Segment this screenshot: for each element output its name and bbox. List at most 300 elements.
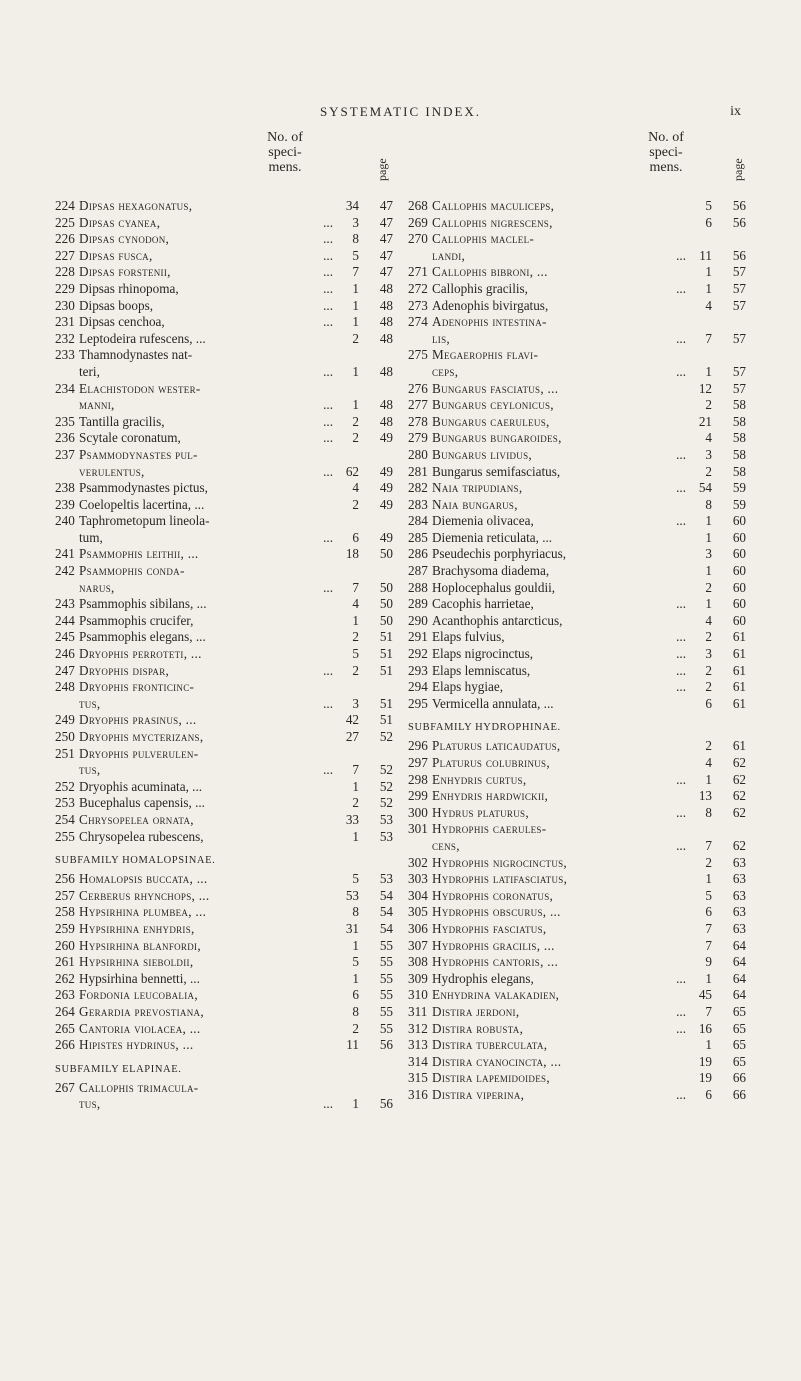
species-name-text: ceps, <box>432 363 459 379</box>
species-name <box>79 746 198 761</box>
subfamily-heading: SUBFAMILY ELAPINAE. <box>55 1063 182 1075</box>
specimen-count: 5 <box>352 646 359 662</box>
species-name: Psammophis crucifer, <box>79 612 194 628</box>
entry-number: 257 <box>55 887 75 903</box>
species-name <box>55 696 101 711</box>
specimen-count: 1 <box>705 970 712 986</box>
species-name-text: Naia tripudians, <box>432 480 523 496</box>
entry-number: 305 <box>408 904 428 920</box>
species-name <box>79 679 194 694</box>
specimen-count: 5 <box>352 871 359 887</box>
index-entry <box>408 513 748 530</box>
species-name-text: tus, <box>79 1096 101 1112</box>
page-ref: 65 <box>732 1053 746 1069</box>
page-ref: 47 <box>379 198 393 213</box>
specimen-count: 9 <box>705 954 712 970</box>
species-name: Brachysoma diadema, <box>432 563 550 579</box>
species-name-text: Hydrophis nigrocinctus, <box>432 854 568 870</box>
species-name-text: Distira cyanocincta, ... <box>432 1053 562 1069</box>
entry-number: 300 <box>408 804 428 820</box>
species-name: tum, <box>79 529 103 545</box>
specimen-count: 1 <box>352 314 359 330</box>
index-entry <box>55 430 395 447</box>
page-ref: 49 <box>379 463 393 479</box>
species-name <box>432 938 555 953</box>
entry-number: 280 <box>408 446 428 462</box>
index-entry <box>55 613 395 630</box>
species-name-text: Platurus laticaudatus, <box>432 738 561 754</box>
species-name-text: Cerberus rhynchops, ... <box>79 887 210 903</box>
right-entries <box>408 198 748 1103</box>
leader-dots: ... <box>676 596 686 612</box>
entry-number: 301 <box>408 821 428 837</box>
index-entry <box>55 629 395 646</box>
species-name-text: Chrysopelea ornata, <box>79 811 194 827</box>
leader-dots: ... <box>323 247 333 263</box>
page-ref: 62 <box>732 755 746 770</box>
page-ref: 63 <box>732 920 746 936</box>
page-ref: 65 <box>732 1003 746 1019</box>
entry-number: 313 <box>408 1037 428 1053</box>
page-ref: 50 <box>379 546 393 562</box>
specimen-count: 1 <box>705 280 712 296</box>
species-name <box>79 954 193 969</box>
species-name <box>408 364 458 379</box>
entry-number: 268 <box>408 198 428 213</box>
specimen-count: 7 <box>352 579 359 595</box>
index-entry <box>55 646 395 663</box>
specimen-count: 2 <box>705 629 712 645</box>
species-name-text: Bungarus lividus, <box>432 446 532 462</box>
species-name: Thamnodynastes nat- <box>79 347 193 363</box>
species-name: Acanthophis antarcticus, <box>432 612 563 628</box>
species-name-text: Enhydris hardwickii, <box>432 788 549 804</box>
entry-number: 314 <box>408 1053 428 1069</box>
species-name-text: Hipistes hydrinus, ... <box>79 1037 194 1053</box>
specimen-count: 2 <box>352 430 359 446</box>
species-name-text: tus, <box>79 695 101 711</box>
index-entry-continuation <box>408 364 748 381</box>
leader-dots: ... <box>323 1096 333 1112</box>
entry-number: 299 <box>408 788 428 804</box>
page-ref: 51 <box>379 695 393 711</box>
page-ref: 51 <box>379 629 393 645</box>
species-name <box>79 888 210 903</box>
page-ref: 60 <box>732 546 746 562</box>
page-ref: 57 <box>732 380 746 396</box>
specimen-count: 1 <box>705 264 712 280</box>
index-entry <box>408 314 748 331</box>
species-name <box>79 248 153 263</box>
species-name <box>432 987 559 1002</box>
specimen-count: 3 <box>705 646 712 662</box>
specimen-count: 1 <box>352 1096 359 1112</box>
leader-dots: ... <box>676 1003 686 1019</box>
page-ref: 48 <box>379 314 393 330</box>
entry-number: 316 <box>408 1086 428 1102</box>
page-ref: 63 <box>732 887 746 903</box>
specimen-count: 8 <box>352 1003 359 1019</box>
species-name-text: cens, <box>432 837 460 853</box>
index-entry-continuation <box>408 331 748 348</box>
page-ref: 57 <box>732 363 746 379</box>
page-ref: 52 <box>379 778 393 794</box>
species-name <box>79 904 206 919</box>
specimen-count: 7 <box>705 920 712 936</box>
index-entry <box>55 248 395 265</box>
entry-number: 270 <box>408 231 428 247</box>
species-name <box>79 938 201 953</box>
entry-number: 294 <box>408 679 428 695</box>
page-ref: 62 <box>732 804 746 820</box>
species-name: Diemenia reticulata, ... <box>432 529 553 545</box>
page-ref: 49 <box>379 430 393 446</box>
leader-dots: ... <box>323 463 333 479</box>
index-entry <box>55 381 395 398</box>
specimen-count: 11 <box>699 247 712 263</box>
index-entry <box>408 788 748 805</box>
entry-number: 304 <box>408 887 428 903</box>
page-ref: 55 <box>379 987 393 1003</box>
entry-number: 306 <box>408 920 428 936</box>
page-ref: 51 <box>379 662 393 678</box>
page-ref: 60 <box>732 529 746 545</box>
leader-dots: ... <box>323 297 333 313</box>
page-ref: 49 <box>379 529 393 545</box>
leader-dots: ... <box>676 513 686 529</box>
species-name <box>79 871 208 886</box>
index-entry <box>55 563 395 580</box>
species-name-text: Callophis trimacula- <box>79 1079 199 1095</box>
species-name <box>432 855 567 870</box>
entry-number: 278 <box>408 413 428 429</box>
subfamily-heading: SUBFAMILY HYDROPHINAE. <box>408 722 561 734</box>
species-name-text: Enhydris curtus, <box>432 771 527 787</box>
specimen-count: 45 <box>698 987 712 1003</box>
species-name-text: Callophis bibroni, ... <box>432 264 548 280</box>
page-ref: 52 <box>379 795 393 811</box>
index-entry-continuation <box>55 464 395 481</box>
species-name-text: Callophis nigrescens, <box>432 214 553 230</box>
entry-number: 250 <box>55 729 75 744</box>
species-name: Taphrometopum lineola- <box>79 513 210 529</box>
index-entry <box>408 871 748 888</box>
index-entry <box>55 331 395 348</box>
specimen-count: 2 <box>705 397 712 413</box>
index-entry <box>408 696 748 713</box>
species-name: Cacophis harrietae, <box>432 596 534 612</box>
species-name-text: Hypsirhina blanfordi, <box>79 937 201 953</box>
page-ref: 55 <box>379 1003 393 1019</box>
species-name-text: Gerardia prevostiana, <box>79 1003 204 1019</box>
specimen-count: 11 <box>346 1037 359 1053</box>
index-entry <box>55 812 395 829</box>
species-name-text: verulentus, <box>79 463 145 479</box>
entry-number: 262 <box>55 970 75 986</box>
species-name <box>432 772 526 787</box>
entry-number: 228 <box>55 264 75 280</box>
index-entry <box>408 855 748 872</box>
species-name <box>79 563 185 578</box>
entry-number: 267 <box>55 1079 75 1095</box>
leader-dots: ... <box>676 1020 686 1036</box>
index-entry <box>55 921 395 938</box>
index-entry <box>408 464 748 481</box>
index-entry <box>408 414 748 431</box>
species-name <box>79 215 160 230</box>
species-name <box>55 580 115 595</box>
species-name <box>432 397 554 412</box>
page-ref: 58 <box>732 397 746 413</box>
entry-number: 311 <box>408 1003 428 1019</box>
index-entry <box>55 231 395 248</box>
species-name-text: Naia bungarus, <box>432 496 518 512</box>
entry-number: 266 <box>55 1037 75 1053</box>
page-ref: 66 <box>732 1070 746 1086</box>
entry-number: 240 <box>55 513 75 529</box>
specimen-count: 19 <box>698 1053 712 1069</box>
index-entry <box>408 987 748 1004</box>
specimen-count: 6 <box>352 987 359 1003</box>
index-entry-continuation <box>55 530 395 547</box>
page-ref: 60 <box>732 513 746 529</box>
species-name <box>432 1070 550 1085</box>
species-name <box>432 347 538 362</box>
index-entry <box>55 938 395 955</box>
specimen-count: 7 <box>352 264 359 280</box>
index-entry <box>408 1087 748 1104</box>
entry-number: 284 <box>408 513 428 529</box>
species-name-text: tus, <box>79 762 101 778</box>
species-name-text: Hydrophis caerules- <box>432 821 547 837</box>
specimen-count: 8 <box>352 231 359 247</box>
entry-number: 312 <box>408 1020 428 1036</box>
index-entry <box>408 480 748 497</box>
leader-dots: ... <box>676 662 686 678</box>
page-ref: 65 <box>732 1037 746 1053</box>
specimen-count: 1 <box>352 297 359 313</box>
leader-dots: ... <box>676 1086 686 1102</box>
species-name-text: Homalopsis buccata, ... <box>79 871 208 887</box>
species-name <box>432 198 554 213</box>
species-name-text: manni, <box>79 397 115 413</box>
entry-number: 226 <box>55 231 75 247</box>
page-ref: 64 <box>732 937 746 953</box>
entry-number: 275 <box>408 347 428 363</box>
species-name <box>55 464 145 479</box>
left-column-header <box>55 128 395 198</box>
entry-number: 241 <box>55 546 75 562</box>
species-name-text: Enhydrina valakadien, <box>432 987 560 1003</box>
species-name-text: landi, <box>432 247 466 263</box>
species-name-text: Dryophis perroteti, ... <box>79 646 202 662</box>
species-name-text: Bungarus bungaroides, <box>432 430 562 446</box>
leader-dots: ... <box>323 397 333 413</box>
page-ref: 50 <box>379 596 393 612</box>
species-name <box>408 248 465 263</box>
index-entry <box>408 755 748 772</box>
species-name <box>79 712 196 727</box>
species-name-text: Cantoria violacea, ... <box>79 1020 201 1036</box>
index-entry <box>408 738 748 755</box>
entry-number: 259 <box>55 920 75 936</box>
entry-number: 286 <box>408 546 428 562</box>
entry-number: 245 <box>55 629 75 645</box>
index-entry <box>55 888 395 905</box>
page-ref: 55 <box>379 954 393 970</box>
species-name <box>79 663 169 678</box>
index-entry <box>408 447 748 464</box>
species-name-text: Bungarus caeruleus, <box>432 413 550 429</box>
index-entry <box>55 497 395 514</box>
species-name <box>432 738 561 753</box>
species-name-text: Hydrophis fasciatus, <box>432 920 547 936</box>
entry-number: 264 <box>55 1003 75 1019</box>
index-entry <box>408 580 748 597</box>
entry-number: 251 <box>55 745 75 761</box>
index-entry <box>55 746 395 763</box>
specimen-count: 1 <box>352 937 359 953</box>
specimen-count: 6 <box>705 214 712 230</box>
index-entry <box>55 347 395 364</box>
index-entry <box>408 397 748 414</box>
page-ref: 61 <box>732 738 746 754</box>
page-ref: 58 <box>732 463 746 479</box>
species-name <box>432 1087 524 1102</box>
species-name: Elaps nigrocinctus, <box>432 646 534 662</box>
index-entry <box>55 264 395 281</box>
index-entry-continuation <box>55 1096 395 1113</box>
page-ref: 59 <box>732 496 746 512</box>
left-column <box>55 128 395 1113</box>
index-entry-continuation <box>408 248 748 265</box>
specimen-count: 2 <box>705 738 712 754</box>
specimen-count: 2 <box>705 579 712 595</box>
leader-dots: ... <box>676 247 686 263</box>
species-name <box>432 215 553 230</box>
index-entry <box>408 381 748 398</box>
specimen-count: 6 <box>352 529 359 545</box>
index-entry <box>408 430 748 447</box>
specimen-count: 33 <box>345 811 359 827</box>
species-name <box>55 762 101 777</box>
entry-number: 281 <box>408 463 428 479</box>
species-name-text: Distira robusta, <box>432 1020 524 1036</box>
specimen-count: 1 <box>705 529 712 545</box>
species-name <box>432 788 548 803</box>
entry-number: 283 <box>408 496 428 512</box>
species-name <box>79 231 169 246</box>
specimen-count: 1 <box>705 1037 712 1053</box>
index-entry <box>408 1070 748 1087</box>
species-name-text: Hydrophis coronatus, <box>432 887 554 903</box>
leader-dots: ... <box>323 529 333 545</box>
index-entry <box>55 729 395 746</box>
species-name-text: Dryophis fronticinc- <box>79 679 195 695</box>
page-ref: 48 <box>379 297 393 313</box>
index-entry <box>55 871 395 888</box>
page-ref: 50 <box>379 579 393 595</box>
species-name: Tantilla gracilis, <box>79 413 165 429</box>
specimen-count: 54 <box>698 480 712 496</box>
page-ref: 64 <box>732 954 746 970</box>
index-entry-continuation <box>55 397 395 414</box>
species-name: Dipsas boops, <box>79 297 153 313</box>
species-name <box>432 888 553 903</box>
page-ref: 51 <box>379 646 393 662</box>
leader-dots: ... <box>323 214 333 230</box>
entry-number: 247 <box>55 662 75 678</box>
index-entry <box>408 231 748 248</box>
entry-number: 282 <box>408 480 428 496</box>
specimen-count: 1 <box>705 363 712 379</box>
specimen-count: 5 <box>352 954 359 970</box>
page-ref: 57 <box>732 297 746 313</box>
specimen-count: 6 <box>705 904 712 920</box>
index-entry <box>408 821 748 838</box>
page-ref: 61 <box>732 629 746 645</box>
specimen-count: 7 <box>705 330 712 346</box>
index-entry <box>408 663 748 680</box>
entry-number: 233 <box>55 347 75 363</box>
species-name <box>432 314 547 329</box>
species-name-text: Bungarus ceylonicus, <box>432 397 554 413</box>
species-name-text: Psammophis leithii, ... <box>79 546 199 562</box>
species-name-text: Fordonia leucobalia, <box>79 987 198 1003</box>
page-ref: 52 <box>379 762 393 778</box>
page-ref: 56 <box>732 198 746 213</box>
index-entry <box>408 921 748 938</box>
entry-number: 287 <box>408 563 428 579</box>
index-entry <box>408 954 748 971</box>
leader-dots: ... <box>323 264 333 280</box>
entry-number: 231 <box>55 314 75 330</box>
page-ref: 61 <box>732 646 746 662</box>
index-entry <box>408 679 748 696</box>
specimen-count: 5 <box>705 887 712 903</box>
entry-number: 248 <box>55 679 75 695</box>
species-name-text: Platurus colubrinus, <box>432 755 550 770</box>
page-number: ix <box>730 104 741 119</box>
specimen-count: 34 <box>345 198 359 213</box>
species-name <box>79 812 194 827</box>
entry-number: 279 <box>408 430 428 446</box>
species-name-text: Distira lapemidoides, <box>432 1070 550 1086</box>
specimen-count: 2 <box>352 1020 359 1036</box>
page-ref: 53 <box>379 828 393 844</box>
page-ref: 55 <box>379 937 393 953</box>
index-entry <box>55 1021 395 1038</box>
species-name-text: Dipsas hexagonatus, <box>79 198 193 213</box>
species-name-text: Hydrophis obscurus, ... <box>432 904 561 920</box>
specimen-count: 8 <box>705 496 712 512</box>
leader-dots: ... <box>676 970 686 986</box>
index-entry-continuation <box>55 696 395 713</box>
leader-dots: ... <box>676 646 686 662</box>
index-entry <box>55 596 395 613</box>
leader-dots: ... <box>676 804 686 820</box>
entry-number: 237 <box>55 446 75 462</box>
species-name-text: Dryophis dispar, <box>79 662 170 678</box>
entry-number: 246 <box>55 646 75 662</box>
page-ref: 60 <box>732 596 746 612</box>
count-header: No. of speci- mens. <box>648 130 684 175</box>
index-entry <box>408 1021 748 1038</box>
page-ref: 61 <box>732 695 746 711</box>
specimen-count: 7 <box>705 937 712 953</box>
page-ref: 53 <box>379 871 393 887</box>
entry-number: 230 <box>55 297 75 313</box>
